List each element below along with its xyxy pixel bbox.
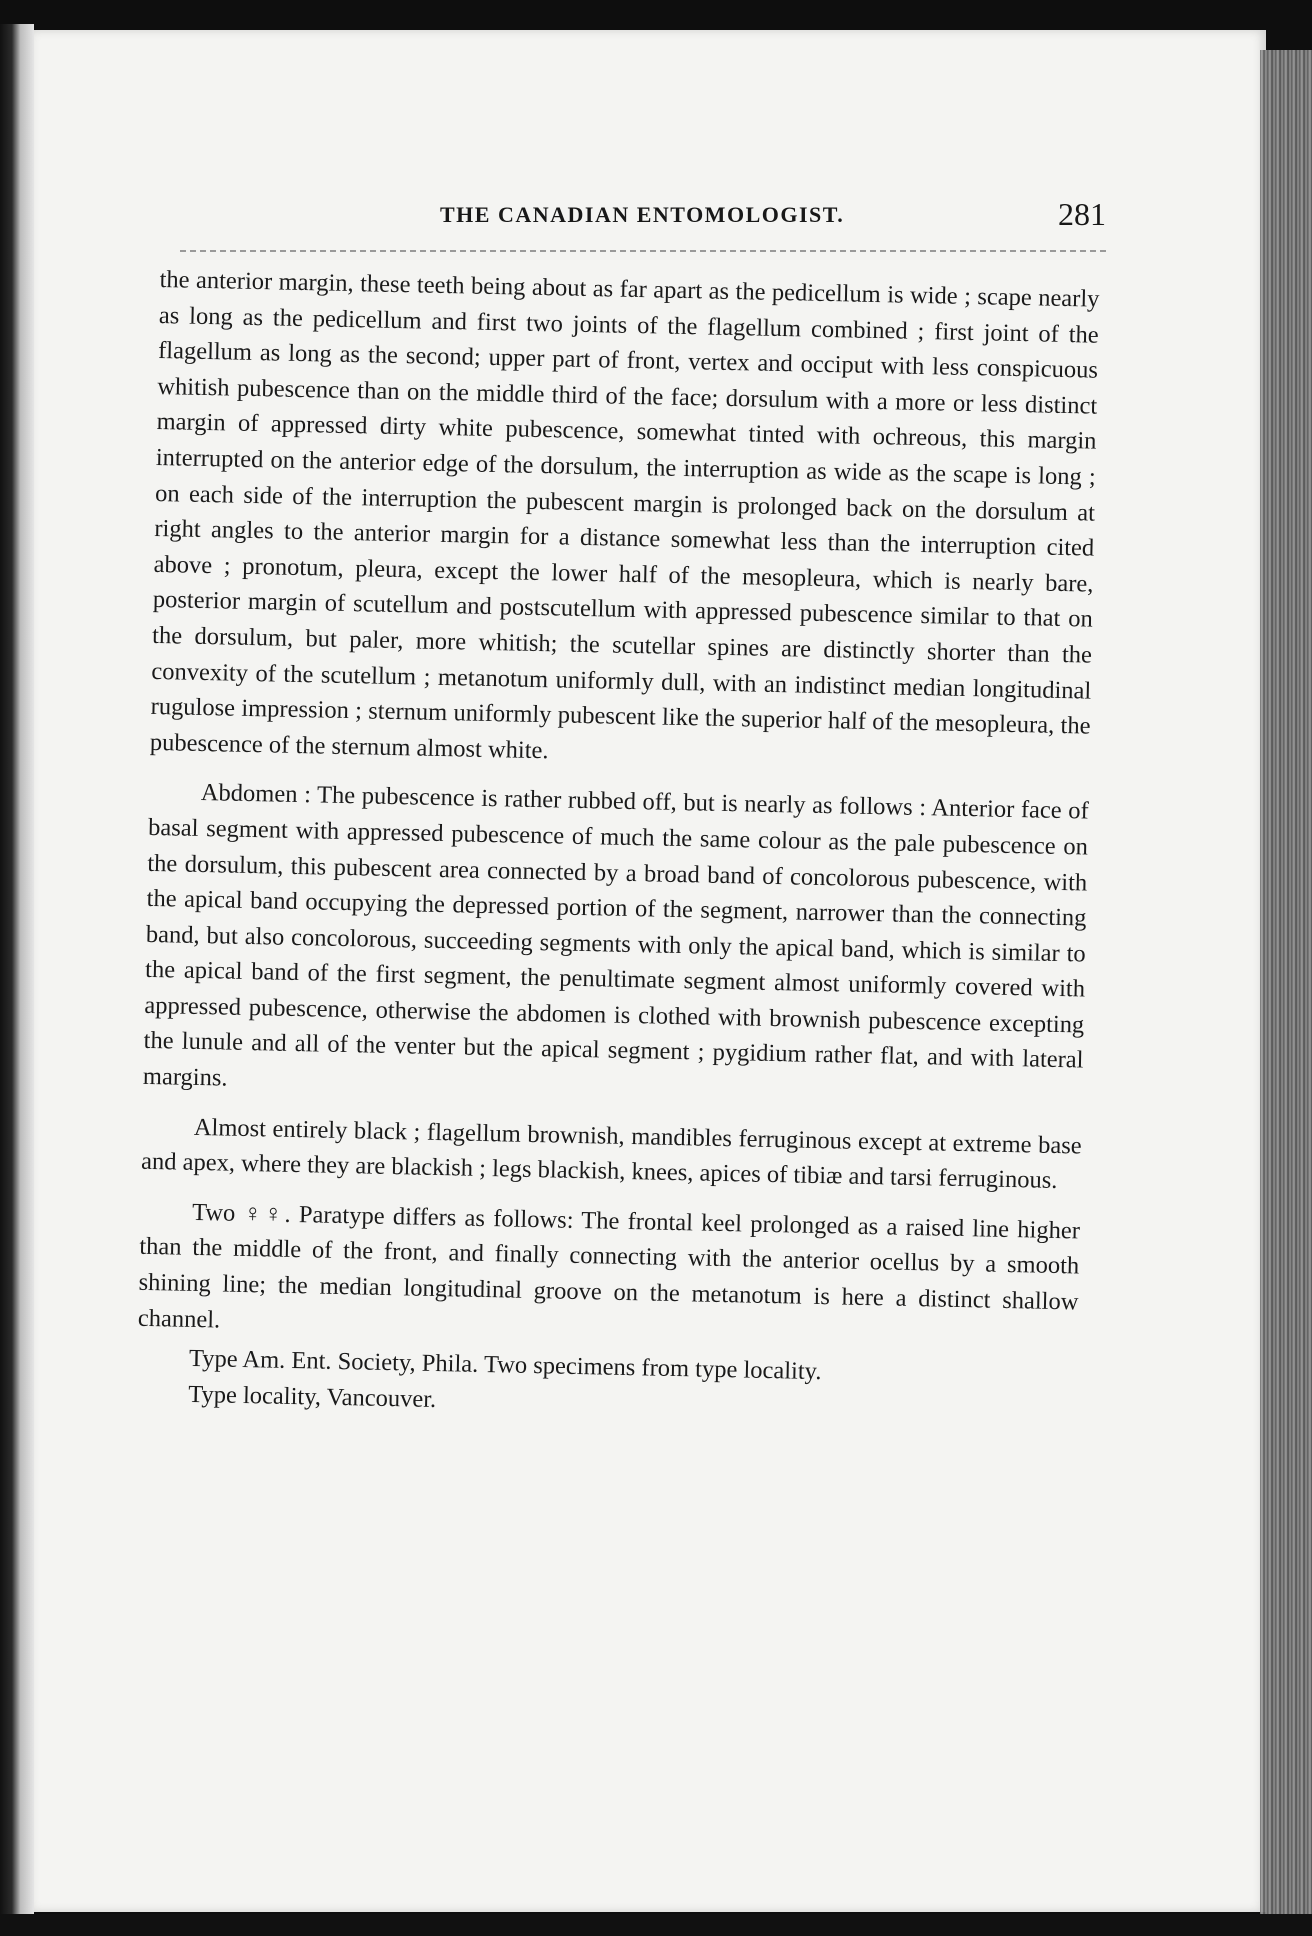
page-stack-edge — [1260, 50, 1312, 1936]
page-header — [180, 196, 1106, 246]
paragraph-type-deposition: Type Am. Ent. Society, Phila. Two specimens from type locality. — [188, 1345, 822, 1386]
page-number: 281 — [1058, 196, 1106, 232]
paragraph-paratype: Two ♀♀. Paratype differs as follows: The frontal keel prolonged as a raised line higher than the middle of the front, and finally connecting with the anterior ocellus by a smooth shining line; the median longitudinal groove on the metanotum is here a distinct shallow channel. — [137, 1198, 1081, 1334]
running-title: THE CANADIAN ENTOMOLOGIST. — [440, 202, 845, 227]
article-body — [136, 262, 1100, 1431]
header-rule — [180, 250, 1106, 252]
paragraph-coloration: Almost entirely black ; flagellum brownish, mandibles ferruginous except at extreme base and apex, where they are blackish ; legs blackish, knees, apices of tibiæ and tarsi ferruginous. — [140, 1113, 1082, 1195]
paragraph-type-locality: Type locality, Vancouver. — [188, 1380, 437, 1413]
paragraph-thorax-description: the anterior margin, these teeth being about as far apart as the pedicellum is wide ; scape nearly as long as the pedicellum and first two joints of the flagellum combined ; first joint of the flagellum as long as the second; upper part of front, vertex and occiput with less conspicuous whitish pubescence than on the middle third of the face; dorsulum with a more or less distinct margin of appressed dirty white pubescence, somewhat tinted with ochreous, this margin interrupted on the anterior edge of the dorsulum, the interruption as wide as the scape is long ; on each side of the interruption the pubescent margin is prolonged back on the dorsulum at right angles to the anterior margin for a distance somewhat less than the interruption cited above ; pronotum, pleura, except the lower half of the mesopleura, which is nearly bare, posterior margin of scutellum and postscutellum with appressed pubescence similar to that on the dorsulum, but paler, more whitish; the scutellar spines are distinctly shorter than the convexity of the scutellum ; metanotum uniformly dull, with an indistinct median longitudinal rugulose impression ; sternum uniformly pubescent like the superior half of the mesopleura, the pubescence of the sternum almost white. — [149, 265, 1100, 764]
book-gutter-shadow — [0, 24, 34, 1914]
paragraph-abdomen: Abdomen : The pubescence is rather rubbed off, but is nearly as follows : Anterior face of basal segment with appressed pubescence of much the same colour as the pale pubescence on the dorsulum, this pubescent area connected by a broad band of concolorous pubescence, with the apical band occupying the depressed portion of the segment, narrower than the connecting band, but also concolorous, succeeding segments with only the apical band, which is similar to the apical band of the first segment, the penultimate segment almost uniformly covered with appressed pubescence, otherwise the abdomen is clothed with brownish pubescence excepting the lunule and all of the venter but the apical segment ; pygidium rather flat, and with lateral margins. — [142, 779, 1089, 1092]
scan-border — [0, 1914, 1312, 1936]
